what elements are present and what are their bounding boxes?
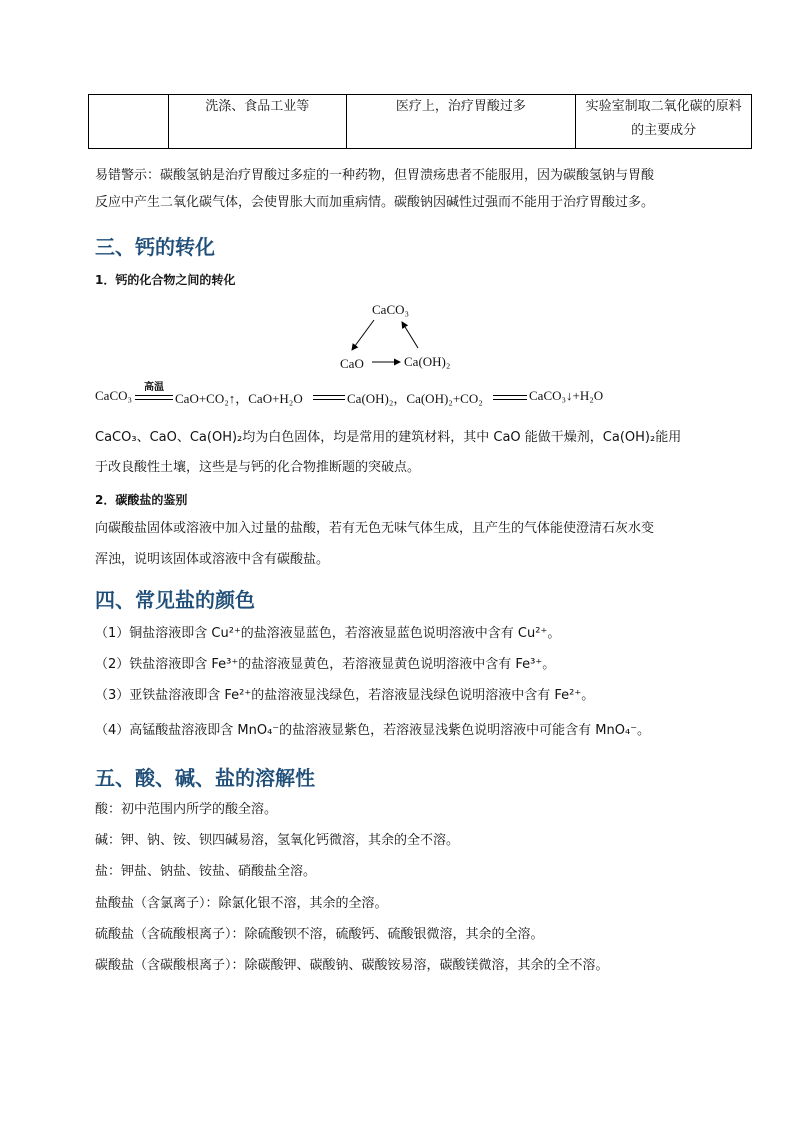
calcium-conversion-diagram (330, 298, 470, 378)
section-3-subtitle-1: 1．钙的化合物之间的转化 (95, 273, 236, 287)
eq3-sign (493, 395, 527, 400)
warning-line-2: 反应中产生二氧化碳气体，会使胃胀大而加重病情。碳酸钠因碱性过强而不能用于治疗胃酸过多。 (95, 195, 655, 210)
section-3-para-2: 于改良酸性土壤，这些是与钙的化合物推断题的突破点。 (95, 460, 421, 475)
table-cell: 洗涤、食品工业等 (168, 95, 346, 149)
diagram-node-cao: CaO (340, 356, 364, 371)
section-3-para-1: CaCO₃、CaO、Ca(OH)₂均为白色固体，均是常用的建筑材料，其中 CaO 能做干燥剂，Ca(OH)₂能用 (95, 430, 682, 445)
arrow-caoh2-to-caco3 (402, 322, 418, 348)
list-item: 碱：钾、钠、铵、钡四碱易溶，氢氧化钙微溶，其余的全不溶。 (95, 833, 460, 848)
table-cell: 实验室制取二氧化碳的原料的主要成分 (576, 95, 752, 149)
eq2-right: Ca(OH)₂，Ca(OH)₂+CO₂ (347, 391, 483, 406)
section-3-para-3: 向碳酸盐固体或溶液中加入过量的盐酸，若有无色无味气体生成，且产生的气体能使澄清石灰水变 (95, 521, 655, 536)
warning-line-1: 易错警示：碳酸氢钠是治疗胃酸过多症的一种药物，但胃溃疡患者不能服用，因为碳酸氢钠与胃酸 (95, 168, 655, 183)
arrow-caco3-to-cao (352, 320, 374, 350)
list-item: 碳酸盐（含碳酸根离子）：除碳酸钾、碳酸钠、碳酸铵易溶，碳酸镁微溶，其余的全不溶。 (95, 958, 609, 973)
section-5-title: 五、酸、碱、盐的溶解性 (95, 766, 315, 790)
list-item: 酸：初中范围内所学的酸全溶。 (95, 802, 278, 817)
list-item: （4）高锰酸盐溶液即含 MnO₄⁻的盐溶液显紫色，若溶液显浅紫色说明溶液中可能含有 MnO₄⁻。 (95, 723, 651, 738)
table-cell: 医疗上，治疗胃酸过多 (346, 95, 576, 149)
table-cell (89, 95, 169, 149)
diagram-node-caoh2: Ca(OH)₂ (404, 354, 451, 369)
eq1-condition: 高温 (144, 382, 164, 393)
diagram-arrows (330, 298, 470, 378)
diagram-node-caco3: CaCO₃ (372, 302, 410, 317)
eq1-left: CaCO₃ (95, 388, 133, 403)
section-3-title: 三、钙的转化 (95, 235, 215, 259)
eq2-sign (313, 395, 345, 400)
usage-table (88, 94, 752, 149)
section-4-title: 四、常见盐的颜色 (95, 588, 255, 612)
list-item: （3）亚铁盐溶液即含 Fe²⁺的盐溶液显浅绿色，若溶液显浅绿色说明溶液中含有 Fe²⁺。 (95, 688, 595, 703)
eq1-right: CaO+CO₂↑，CaO+H₂O (175, 391, 303, 406)
list-item: （1）铜盐溶液即含 Cu²⁺的盐溶液显蓝色，若溶液显蓝色说明溶液中含有 Cu²⁺。 (95, 626, 561, 641)
eq3-right: CaCO₃↓+H₂O (529, 388, 604, 403)
list-item: （2）铁盐溶液即含 Fe³⁺的盐溶液显黄色，若溶液显黄色说明溶液中含有 Fe³⁺。 (95, 657, 556, 672)
table-row (89, 95, 752, 149)
eq1-sign (135, 395, 173, 400)
list-item: 盐酸盐（含氯离子）：除氯化银不溶，其余的全溶。 (95, 896, 388, 911)
section-3-para-4: 浑浊，说明该固体或溶液中含有碳酸盐。 (95, 552, 330, 567)
section-3-subtitle-2: 2．碳酸盐的鉴别 (95, 493, 188, 507)
list-item: 硫酸盐（含硫酸根离子）：除硫酸钡不溶，硫酸钙、硫酸银微溶，其余的全溶。 (95, 927, 544, 942)
list-item: 盐：钾盐、钠盐、铵盐、硝酸盐全溶。 (95, 864, 317, 879)
